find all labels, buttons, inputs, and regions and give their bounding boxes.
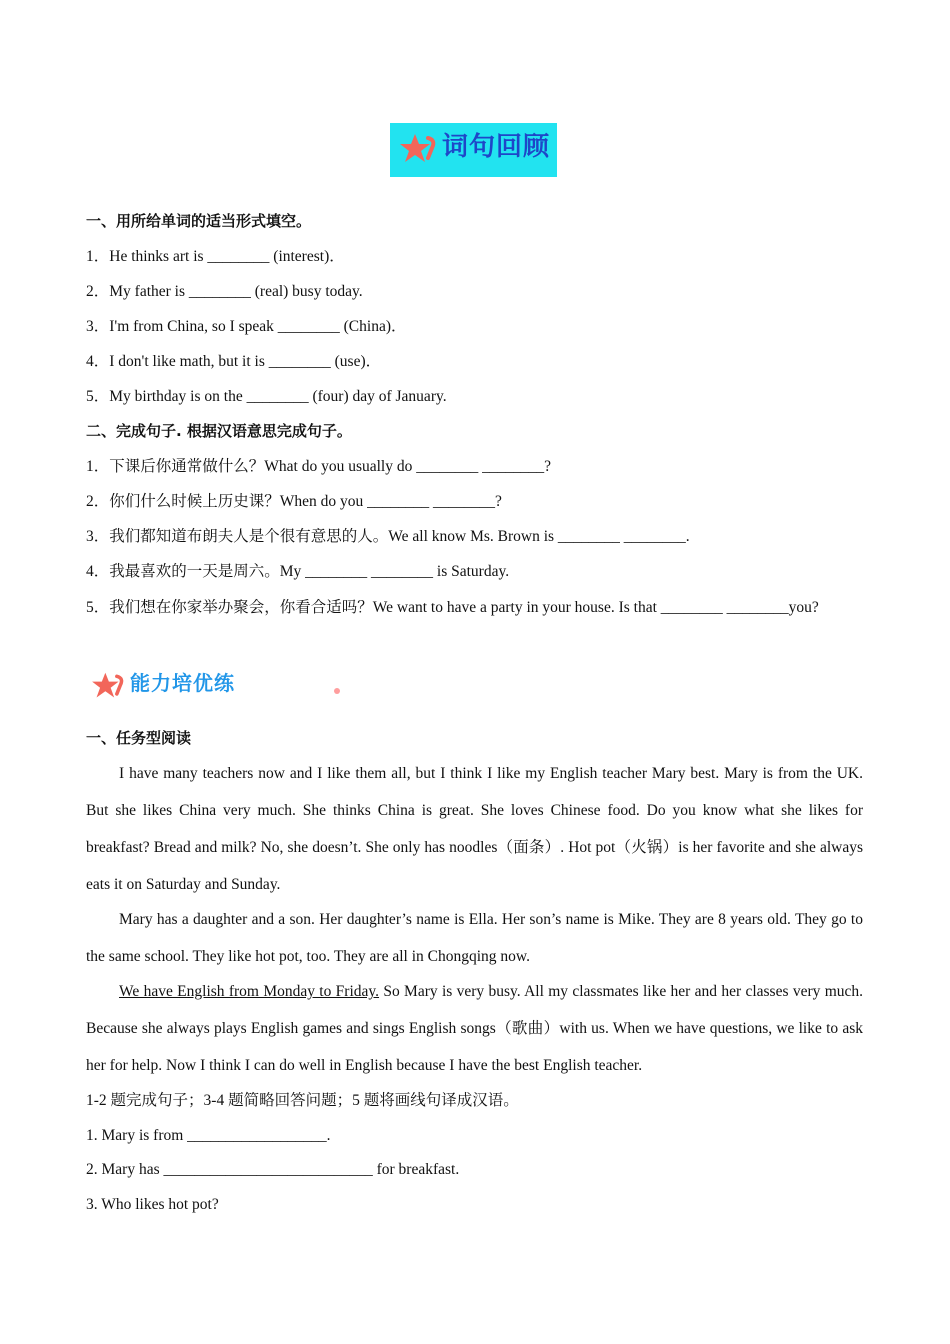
list-item: 3．I'm from China, so I speak ________ (China)． bbox=[86, 318, 407, 335]
question: 2. Mary has ___________________________ for breakfast. bbox=[86, 1161, 460, 1178]
list-item: 2．你们什么时候上历史课？When do you ________ ________? bbox=[86, 493, 502, 510]
section-banner-review bbox=[390, 123, 557, 177]
list-item: 2．My father is ________ (real) busy today. bbox=[86, 283, 363, 300]
paragraph-text: So Mary is very busy. All my classmates like her and her classes very much. Because she always plays English games and sings English songs（歌曲）with us. When we have questions, we like to ask her for help. Now I think I can do well in English because I have the best English teacher. bbox=[86, 983, 863, 1074]
underlined-sentence: We have English from Monday to Friday. bbox=[119, 983, 380, 1000]
banner-title: 能力培优练 bbox=[130, 671, 235, 695]
list-item: 4．我最喜欢的一天是周六。My ________ ________ is Saturday. bbox=[86, 563, 510, 580]
section-banner-ability bbox=[86, 668, 261, 702]
list-item: 5．My birthday is on the ________ (four) day of January. bbox=[86, 388, 447, 405]
list-item: 1．He thinks art is ________ (interest)． bbox=[86, 248, 345, 265]
list-item: 4．I don't like math, but it is ________ (use)． bbox=[86, 353, 382, 370]
question: 1. Mary is from __________________. bbox=[86, 1127, 331, 1144]
list-item: 1．下课后你通常做什么？What do you usually do ________ ________? bbox=[86, 458, 551, 475]
reading-paragraph: Mary has a daughter and a son. Her daughter’s name is Ella. Her son’s name is Mike. They are 8 years old. They go to the same school. They like hot pot, too. They are all in Chongqing now. bbox=[86, 911, 863, 965]
reading-paragraph: I have many teachers now and I like them all, but I think I like my English teacher Mary best. Mary is from the UK. But she likes China very much. She thinks China is great. She loves Chinese food. Do you know what she likes for breakfast? Bread and milk? No, she doesn’t. She only has noodles（面条）. Hot pot（火锅）is her favorite and she always eats it on Saturday and Sunday. bbox=[86, 765, 863, 893]
banner-title: 词句回顾 bbox=[442, 132, 551, 162]
list-item: 5．我们想在你家举办聚会，你看合适吗？We want to have a party in your house. Is that ________ ________you? bbox=[86, 599, 819, 616]
star-icon bbox=[88, 671, 128, 701]
section-heading: 二、完成句子. 根据汉语意思完成句子。 bbox=[86, 422, 352, 440]
star-icon bbox=[398, 132, 438, 166]
list-item: 3．我们都知道布朗夫人是个很有意思的人。We all know Ms. Brown is ________ ________. bbox=[86, 528, 690, 545]
decorative-dot bbox=[334, 688, 340, 694]
reading-paragraph bbox=[86, 973, 863, 1084]
section-heading: 一、任务型阅读 bbox=[86, 729, 192, 747]
instructions: 1-2 题完成句子；3-4 题简略回答问题；5 题将画线句译成汉语。 bbox=[86, 1092, 519, 1109]
section-heading: 一、用所给单词的适当形式填空。 bbox=[86, 212, 312, 230]
question: 3. Who likes hot pot? bbox=[86, 1196, 219, 1213]
